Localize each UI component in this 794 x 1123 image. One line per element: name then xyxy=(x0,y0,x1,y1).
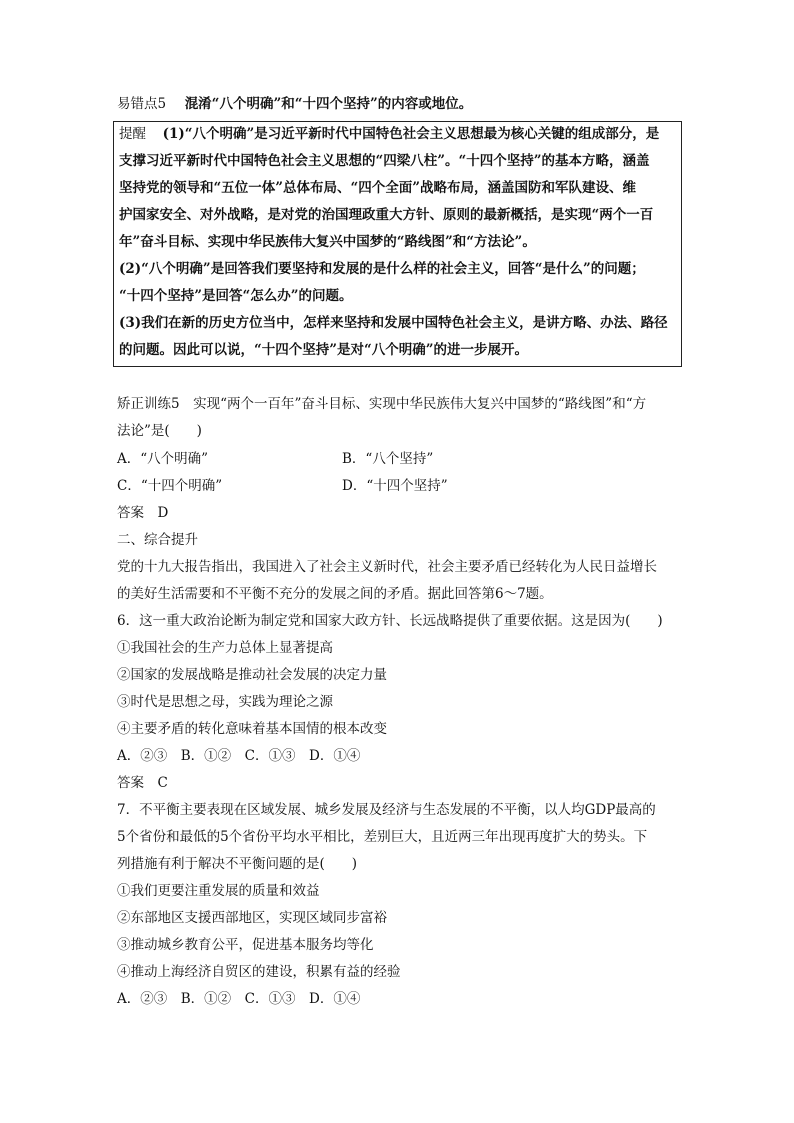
q7-item-2: ②东部地区支援西部地区，实现区域同步富裕 xyxy=(117,910,387,926)
mistake-point-heading xyxy=(117,94,682,114)
section-heading: 二、综合提升 xyxy=(117,532,198,548)
q7-options: A．②③ B．①② C．①③ D．①④ xyxy=(117,991,361,1007)
q6-answer: 答案 C xyxy=(117,775,168,791)
reminder-line-8: (3)我们在新的历史方位当中，怎样来坚持和发展中国特色社会主义，是讲方略、办法、路径 xyxy=(119,315,668,331)
q7-item-1: ①我们更要注重发展的质量和效益 xyxy=(117,883,320,899)
reminder-line-4: 护国家安全、对外战略，是对党的治国理政重大方针、原则的最新概括，是实现“两个一百 xyxy=(119,207,654,223)
exercise-answer: 答案 D xyxy=(117,505,169,521)
reminder-line-3: 坚持党的领导和“五位一体”总体布局、“四个全面”战略布局，涵盖国防和军队建设、维 xyxy=(119,180,637,196)
exercise-stem-line-1: 矫正训练5 实现“两个一百年”奋斗目标、实现中华民族伟大复兴中国梦的“路线图”和“方 xyxy=(117,396,647,412)
exercise-stem-line-2: 法论”是( ) xyxy=(117,423,202,439)
q6-options: A．②③ B．①② C．①③ D．①④ xyxy=(117,748,361,764)
reminder-label: 提醒 xyxy=(119,126,146,142)
q6-item-4: ④主要矛盾的转化意味着基本国情的根本改变 xyxy=(117,721,387,737)
reminder-line-5: 年”奋斗目标、实现中华民族伟大复兴中国梦的“路线图”和“方法论”。 xyxy=(119,234,536,250)
exercise-option-b: B．“八个坚持” xyxy=(342,451,434,467)
reminder-box xyxy=(113,121,682,367)
section-intro-line-2: 的美好生活需要和不平衡不充分的发展之间的矛盾。据此回答第6～7题。 xyxy=(117,586,553,602)
q7-stem-line-3: 列措施有利于解决不平衡问题的是( ) xyxy=(117,856,358,872)
q7-stem-line-1: 7．不平衡主要表现在区域发展、城乡发展及经济与生态发展的不平衡，以人均GDP最高的 xyxy=(117,802,656,818)
exercise-option-a: A．“八个明确” xyxy=(117,451,209,467)
mistake-point-title: 混淆“八个明确”和“十四个坚持”的内容或地位。 xyxy=(184,96,473,112)
section-intro-line-1: 党的十九大报告指出，我国进入了社会主义新时代，社会主要矛盾已经转化为人民日益增长 xyxy=(117,559,657,575)
exercise-option-d: D．“十四个坚持” xyxy=(342,478,448,494)
reminder-line-2: 支撑习近平新时代中国特色社会主义思想的“四梁八柱”。“十四个坚持”的基本方略，涵盖 xyxy=(119,153,650,169)
q7-stem-line-2: 5个省份和最低的5个省份平均水平相比，差别巨大，且近两三年出现再度扩大的势头。下 xyxy=(117,829,648,845)
reminder-line-9: 的问题。因此可以说，“十四个坚持”是对“八个明确”的进一步展开。 xyxy=(119,342,529,358)
q7-item-3: ③推动城乡教育公平，促进基本服务均等化 xyxy=(117,937,374,953)
q6-item-1: ①我国社会的生产力总体上显著提高 xyxy=(117,640,333,656)
reminder-line-1: 提醒 (1)“八个明确”是习近平新时代中国特色社会主义思想最为核心关键的组成部分，是 xyxy=(119,126,660,142)
reminder-line-7: “十四个坚持”是回答“怎么办”的问题。 xyxy=(119,288,353,304)
reminder-line-6: (2)“八个明确”是回答我们要坚持和发展的是什么样的社会主义，回答“是什么”的问题； xyxy=(119,261,645,277)
q6-item-3: ③时代是思想之母，实践为理论之源 xyxy=(117,694,333,710)
q6-stem: 6．这一重大政治论断为制定党和国家大政方针、长远战略提供了重要依据。这是因为( ) xyxy=(117,613,663,629)
q7-item-4: ④推动上海经济自贸区的建设，积累有益的经验 xyxy=(117,964,401,980)
q6-item-2: ②国家的发展战略是推动社会发展的决定力量 xyxy=(117,667,387,683)
mistake-point-label: 易错点5 xyxy=(117,96,167,112)
exercise-option-c: C．“十四个明确” xyxy=(117,478,223,494)
